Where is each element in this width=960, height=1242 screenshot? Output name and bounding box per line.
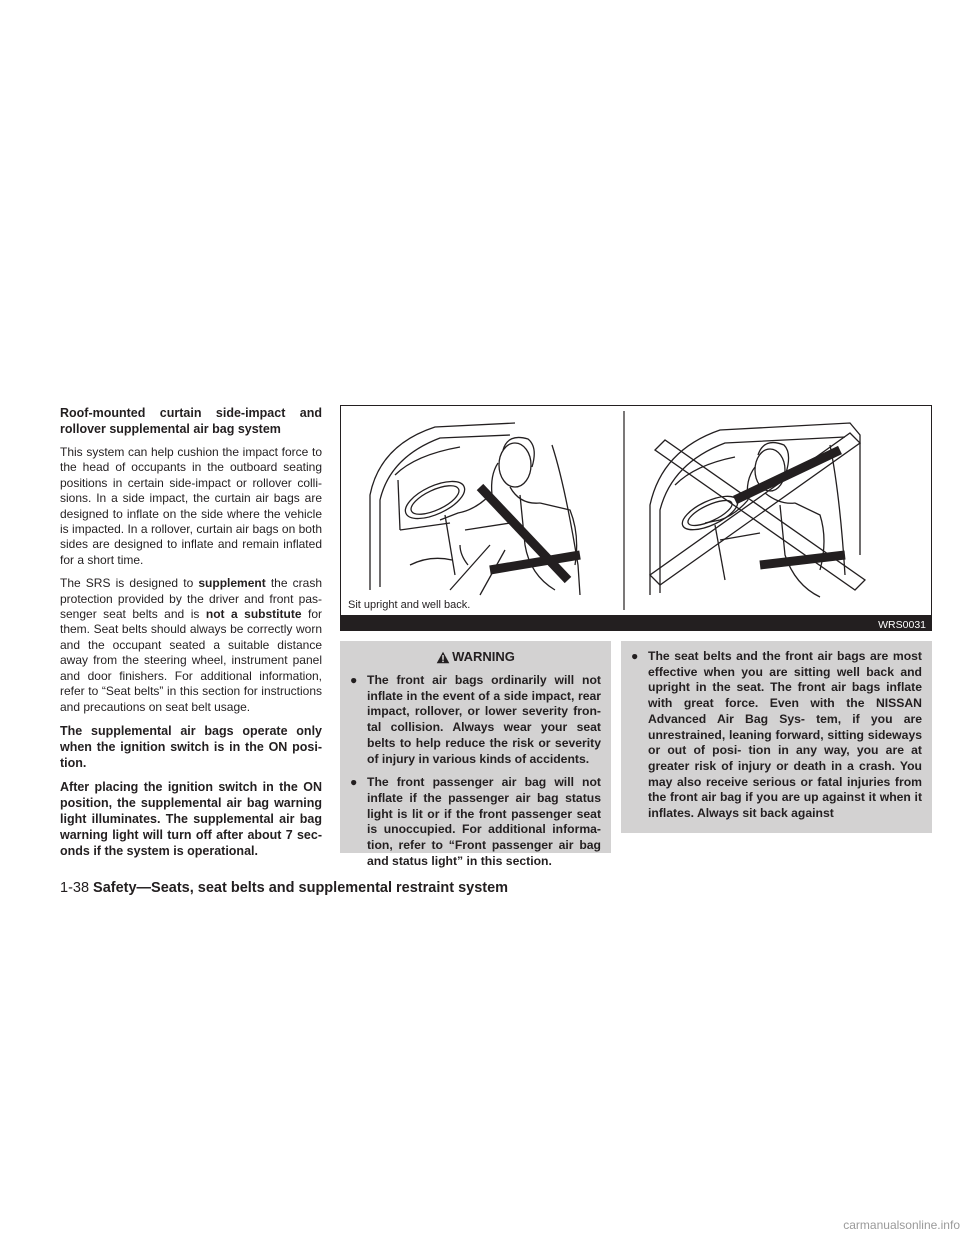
section-heading: Roof-mounted curtain side-impact and rollover supplemental air bag system xyxy=(60,406,322,436)
warning-item-passenger-airbag xyxy=(350,775,601,869)
srs-text-end: for them. Seat belts should always be correctly worn and the occupant seated a suitable distance away from the steering wheel, instrument panel and door finishers. For additional information, refer to “Seat belts” in this section for instructions and precautions on seat belt usage. xyxy=(60,607,322,714)
warning-title: WARNING xyxy=(452,649,515,664)
ignition-on-paragraph: The supplemental air bags operate only when the ignition switch is in the ON posi- tion. xyxy=(60,723,322,770)
warning-item-text: The front passenger air bag will not inflate if the passenger air bag status light is lit or if the front passenger seat is unoccupied. For additional informa- tion, refer to “Front passenger air bag and status light” in this section. xyxy=(367,775,601,868)
warning-column-right xyxy=(621,641,932,833)
seating-illustration xyxy=(340,405,932,631)
warning-triangle-icon xyxy=(436,651,450,664)
srs-bold-not-substitute: not a substitute xyxy=(205,607,302,622)
srs-text-start: The SRS is designed to xyxy=(60,576,199,591)
warning-item-side-impact xyxy=(350,673,601,767)
bullet: ● xyxy=(350,775,358,790)
section-title: Safety—Seats, seat belts and supplemental restraint system xyxy=(93,880,509,896)
seating-position-figure xyxy=(340,405,932,631)
page-footer xyxy=(60,880,508,896)
warning-item-sit-upright xyxy=(631,649,922,822)
srs-bold-supplement: supplement xyxy=(198,576,266,591)
left-column xyxy=(60,405,322,867)
warning-header xyxy=(350,649,601,665)
warning-item-text: The seat belts and the front air bags are most effective when you are sitting well back and upright in the seat. The front air bags inflate with great force. Even with the NISSAN Advanced Air Bag Sys- tem, if you are unrestrained, leaning forward, sitting sideways or out of posi- tion in any way, you are at greater risk of injury or death in a crash. You may also receive serious or fatal injuries from the front air bag if you are up against it when it inflates. Always sit back against xyxy=(648,649,922,821)
page-number: 1-38 xyxy=(60,880,90,896)
curtain-airbag-description: This system can help cushion the impact force to the head of occupants in the outboard seating positions in certain side-impact or rollover colli- sions. In a side impact, the curtain air bags are designed to inflate on the side where the vehicle is impacted. In a rollover, curtain air bags on both sides are designed to inflate and remain inflated for a short time. xyxy=(60,445,322,567)
warning-light-paragraph: After placing the ignition switch in the ON position, the supplemental air bag warning light illuminates. The supplemental air bag warning light will turn off after about 7 sec- onds if the system is operational. xyxy=(60,779,322,858)
warning-box xyxy=(340,641,932,868)
warning-item-text: The front air bags ordinarily will not inflate in the event of a side impact, rear impact, rollover, or lower severity fron- tal collision. Always wear your seat belts to help reduce the risk or severity of injury in various kinds of accidents. xyxy=(367,673,601,766)
watermark: carmanualsonline.info xyxy=(843,1218,960,1232)
bullet: ● xyxy=(631,649,639,663)
warning-column-left xyxy=(340,641,611,868)
figure-code: WRS0031 xyxy=(878,619,926,631)
bullet: ● xyxy=(350,673,358,687)
srs-supplement-paragraph xyxy=(60,576,322,715)
figure-caption: Sit upright and well back. xyxy=(348,599,471,611)
srs-text-mid: the crash protection provided by the driver and front pas- senger seat belts and is xyxy=(60,576,322,622)
